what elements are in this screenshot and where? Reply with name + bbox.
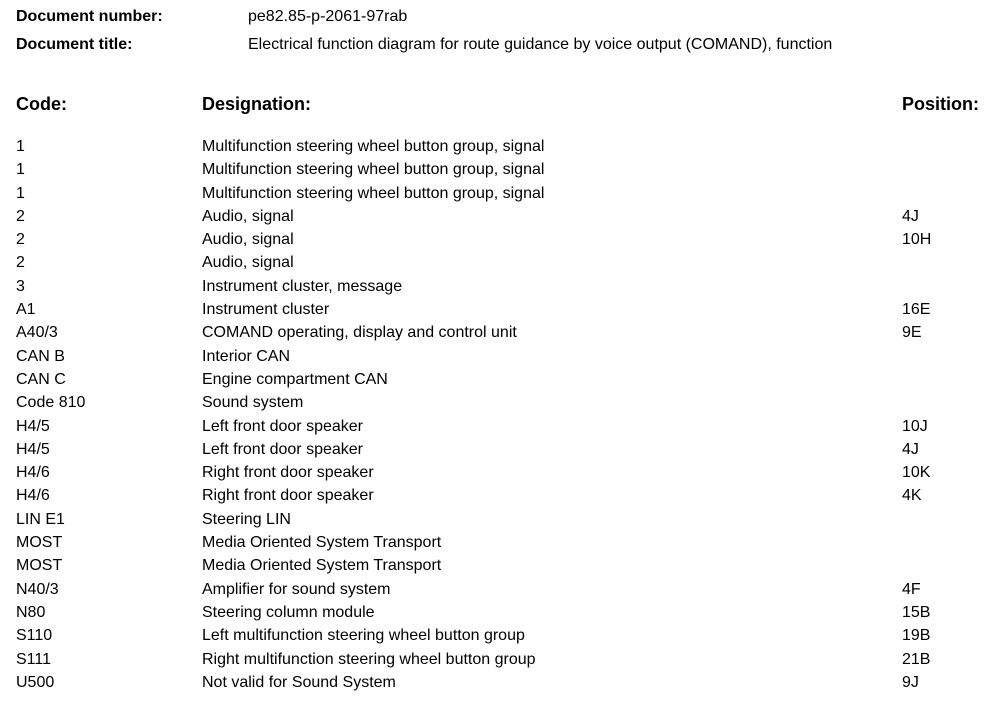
table-row bbox=[0, 347, 1004, 370]
row-code: H4/5 bbox=[16, 417, 50, 435]
row-designation: Right multifunction steering wheel button group bbox=[202, 650, 536, 668]
row-designation: Audio, signal bbox=[202, 254, 294, 272]
row-code: MOST bbox=[16, 534, 63, 552]
table-row bbox=[0, 673, 1004, 696]
row-designation: Audio, signal bbox=[202, 207, 294, 225]
row-position: 4J bbox=[902, 207, 919, 225]
table-row bbox=[0, 323, 1004, 346]
document-title-value: Electrical function diagram for route guidance by voice output (COMAND), function bbox=[248, 36, 833, 53]
row-position: 10J bbox=[902, 417, 928, 435]
row-designation: COMAND operating, display and control unit bbox=[202, 324, 517, 342]
row-position: 10K bbox=[902, 464, 931, 482]
table-row bbox=[0, 440, 1004, 463]
row-designation: Instrument cluster, message bbox=[202, 277, 403, 295]
table-row bbox=[0, 603, 1004, 626]
row-designation: Multifunction steering wheel button group, signal bbox=[202, 161, 545, 179]
row-designation: Audio, signal bbox=[202, 231, 294, 249]
row-position: 4K bbox=[902, 487, 922, 505]
row-designation: Left front door speaker bbox=[202, 417, 363, 435]
code-column-header: Code: bbox=[16, 94, 67, 114]
table-row bbox=[0, 510, 1004, 533]
row-designation: Media Oriented System Transport bbox=[202, 557, 442, 575]
component-table bbox=[0, 137, 1004, 696]
row-code: LIN E1 bbox=[16, 510, 65, 528]
row-designation: Amplifier for sound system bbox=[202, 580, 391, 598]
row-code: 2 bbox=[16, 254, 25, 272]
table-row bbox=[0, 184, 1004, 207]
row-designation: Left front door speaker bbox=[202, 440, 363, 458]
document-number-value: pe82.85-p-2061-97rab bbox=[248, 8, 408, 25]
table-row bbox=[0, 556, 1004, 579]
table-row bbox=[0, 486, 1004, 509]
row-designation: Engine compartment CAN bbox=[202, 370, 388, 388]
row-code: Code 810 bbox=[16, 394, 86, 412]
row-position: 4F bbox=[902, 580, 921, 598]
table-row bbox=[0, 253, 1004, 276]
row-designation: Media Oriented System Transport bbox=[202, 534, 442, 552]
table-row bbox=[0, 463, 1004, 486]
row-designation: Multifunction steering wheel button group, signal bbox=[202, 184, 545, 202]
table-row bbox=[0, 580, 1004, 603]
row-code: 3 bbox=[16, 277, 25, 295]
document-number-label: Document number: bbox=[16, 8, 163, 25]
table-row bbox=[0, 277, 1004, 300]
row-code: 1 bbox=[16, 138, 25, 155]
row-position: 19B bbox=[902, 627, 931, 645]
table-row bbox=[0, 137, 1004, 160]
row-position: 15B bbox=[902, 603, 931, 621]
row-designation: Sound system bbox=[202, 394, 304, 412]
table-row bbox=[0, 160, 1004, 183]
row-code: A40/3 bbox=[16, 324, 58, 342]
row-code: 2 bbox=[16, 207, 25, 225]
row-code: H4/5 bbox=[16, 440, 50, 458]
position-column-header: Position: bbox=[902, 94, 979, 114]
row-code: 1 bbox=[16, 184, 25, 202]
row-designation: Multifunction steering wheel button group, signal bbox=[202, 138, 545, 155]
row-designation: Not valid for Sound System bbox=[202, 673, 396, 691]
row-code: N80 bbox=[16, 603, 46, 621]
row-position: 16E bbox=[902, 301, 931, 319]
row-position: 4J bbox=[902, 440, 919, 458]
table-row bbox=[0, 393, 1004, 416]
row-code: U500 bbox=[16, 673, 55, 691]
row-code: S110 bbox=[16, 627, 53, 645]
table-row bbox=[0, 207, 1004, 230]
row-designation: Instrument cluster bbox=[202, 301, 330, 319]
row-code: A1 bbox=[16, 301, 36, 319]
row-code: CAN C bbox=[16, 370, 66, 388]
table-row bbox=[0, 533, 1004, 556]
table-row bbox=[0, 300, 1004, 323]
row-designation: Left multifunction steering wheel button group bbox=[202, 627, 525, 645]
row-designation: Steering LIN bbox=[202, 510, 291, 528]
row-designation: Steering column module bbox=[202, 603, 375, 621]
table-row bbox=[0, 230, 1004, 253]
row-code: H4/6 bbox=[16, 464, 50, 482]
row-code: CAN B bbox=[16, 347, 65, 365]
row-position: 10H bbox=[902, 231, 932, 249]
row-code: MOST bbox=[16, 557, 63, 575]
table-row bbox=[0, 370, 1004, 393]
row-code: 1 bbox=[16, 161, 25, 179]
designation-column-header: Designation: bbox=[202, 94, 312, 114]
row-designation: Right front door speaker bbox=[202, 487, 374, 505]
row-position: 9E bbox=[902, 324, 922, 342]
document-title-label: Document title: bbox=[16, 36, 133, 53]
row-position: 9J bbox=[902, 673, 919, 691]
row-designation: Interior CAN bbox=[202, 347, 291, 365]
table-row bbox=[0, 650, 1004, 673]
table-row bbox=[0, 417, 1004, 440]
row-code: H4/6 bbox=[16, 487, 50, 505]
row-code: 2 bbox=[16, 231, 25, 249]
row-designation: Right front door speaker bbox=[202, 464, 374, 482]
row-position: 21B bbox=[902, 650, 931, 668]
row-code: S111 bbox=[16, 650, 51, 668]
table-row bbox=[0, 626, 1004, 649]
row-code: N40/3 bbox=[16, 580, 59, 598]
